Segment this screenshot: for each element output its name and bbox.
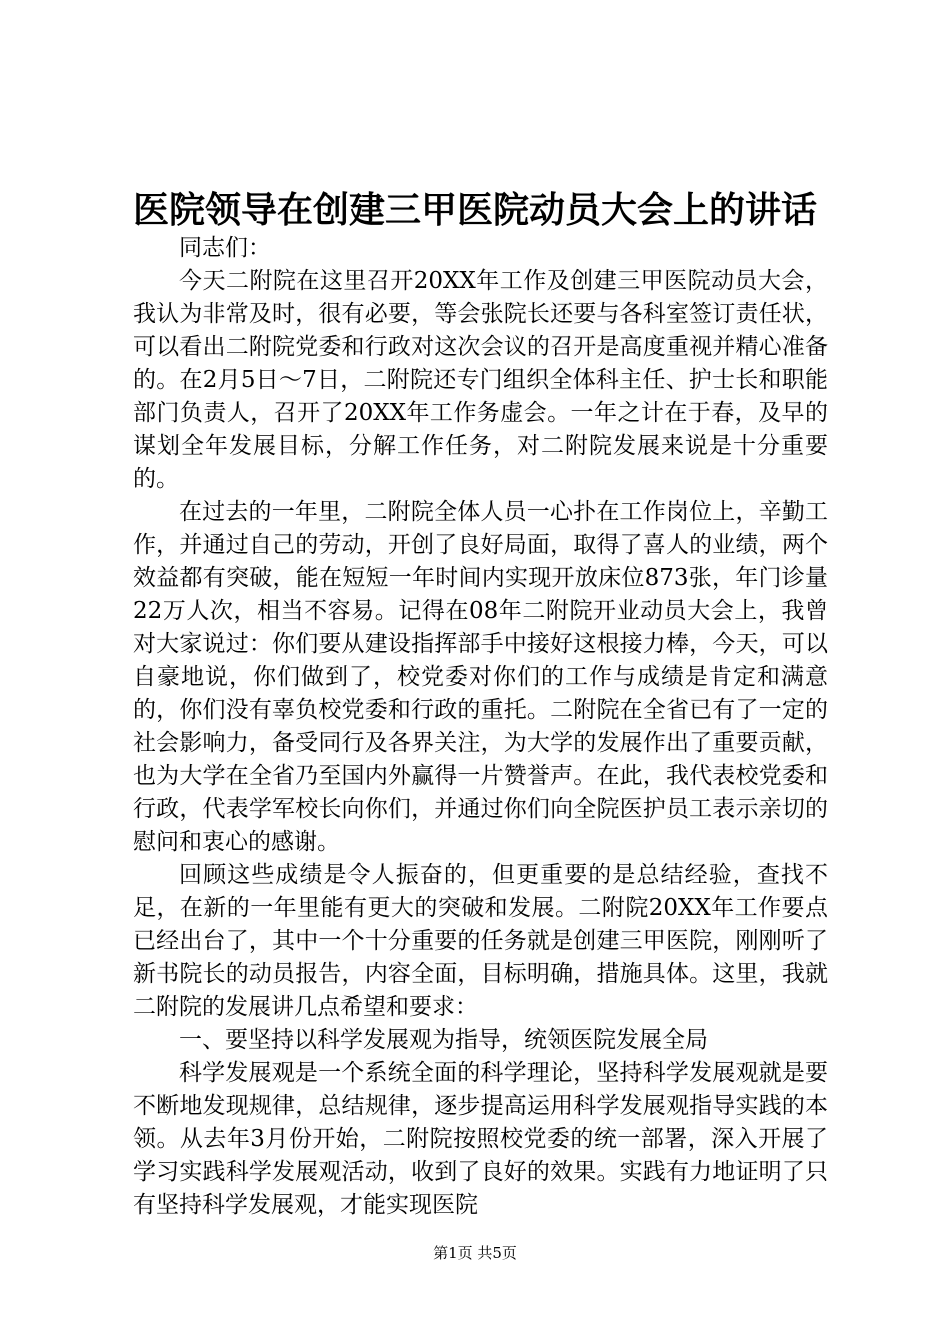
- salutation-paragraph: 同志们：: [179, 235, 271, 261]
- document-body: [133, 232, 828, 1222]
- section-heading: 一、要坚持以科学发展观为指导，统领医院发展全局: [179, 1027, 708, 1053]
- body-paragraph: 科学发展观是一个系统全面的科学理论，坚持科学发展观就是要不断地发现规律，总结规律，逐步提高运用科学发展观指导实践的本领。从去年3月份开始，二附院按照校党委的统一部署，深入开展了学习实践科学发展观活动，收到了良好的效果。实践有力地证明了只有坚持科学发展观，才能实现医院: [133, 1060, 828, 1218]
- page-footer: 第1页 共5页: [433, 1244, 517, 1262]
- body-paragraph: 回顾这些成绩是令人振奋的，但更重要的是总结经验，查找不足，在新的一年里能有更大的突破和发展。二附院20XX年工作要点已经出台了，其中一个十分重要的任务就是创建三甲医院，刚刚听了新书院长的动员报告，内容全面，目标明确，措施具体。这里，我就二附院的发展讲几点希望和要求：: [133, 862, 828, 1020]
- document-title: 医院领导在创建三甲医院动员大会上的讲话: [132, 189, 817, 231]
- body-paragraph: 在过去的一年里，二附院全体人员一心扑在工作岗位上，辛勤工作，并通过自己的劳动，开创了良好局面，取得了喜人的业绩，两个效益都有突破，能在短短一年时间内实现开放床位873张，年门诊量22万人次，相当不容易。记得在08年二附院开业动员大会上，我曾对大家说过：你们要从建设指挥部手中接好这根接力棒，今天，可以自豪地说，你们做到了，校党委对你们的工作与成绩是肯定和满意的，你们没有辜负校党委和行政的重托。二附院在全省已有了一定的社会影响力，备受同行及各界关注，为大学的发展作出了重要贡献，也为大学在全省乃至国内外赢得一片赞誉声。在此，我代表校党委和行政，代表学军校长向你们，并通过你们向全院医护员工表示亲切的慰问和衷心的感谢。: [133, 499, 828, 855]
- body-paragraph: 今天二附院在这里召开20XX年工作及创建三甲医院动员大会，我认为非常及时，很有必要，等会张院长还要与各科室签订责任状，可以看出二附院党委和行政对这次会议的召开是高度重视并精心准备的。在2月5日～7日，二附院还专门组织全体科主任、护士长和职能部门负责人，召开了20XX年工作务虚会。一年之计在于春，及早的谋划全年发展目标，分解工作任务，对二附院发展来说是十分重要的。: [133, 268, 828, 492]
